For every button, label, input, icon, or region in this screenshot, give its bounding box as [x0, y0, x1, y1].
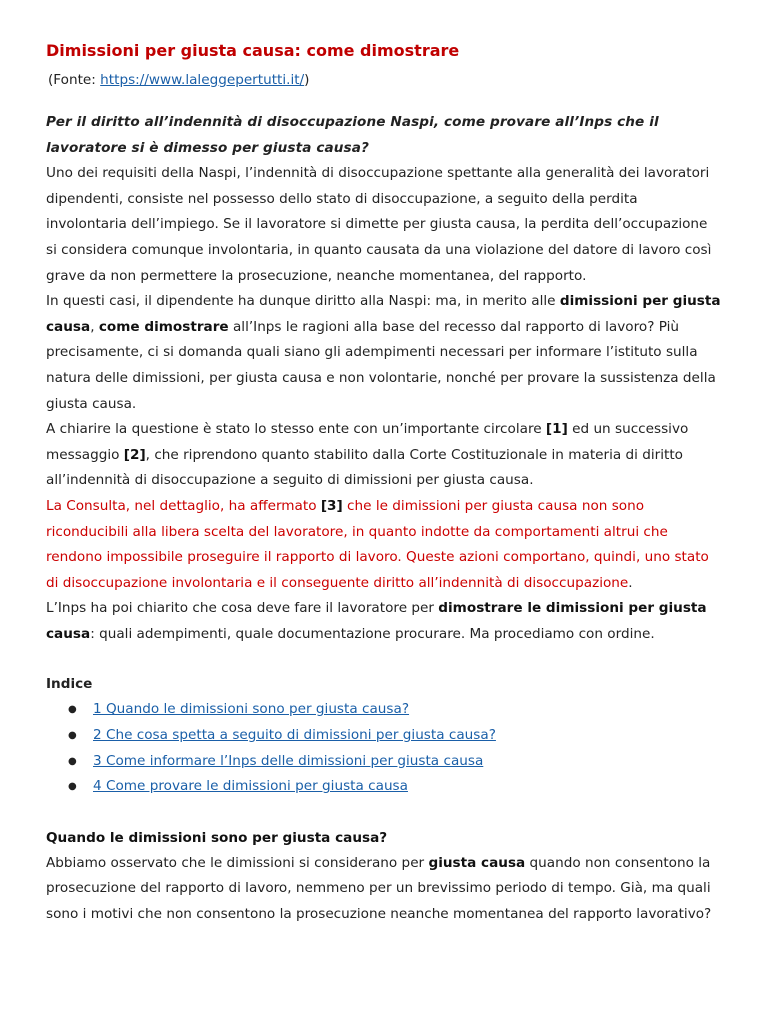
paragraph-3: A chiarire la questione è stato lo stesso ente con un’importante circolare [1] ed un successivo messaggio [2], che riprendono quanto stabilito dalla Corte Costituzionale in materia di diritto all’indennità di disoccupazione a seguito di dimissioni per giusta causa.: [46, 421, 689, 489]
footnote-ref-1[interactable]: [1]: [545, 421, 568, 438]
index-title: Indice: [46, 676, 93, 693]
bullet-icon: ●: [68, 704, 77, 716]
page-title: Dimissioni per giusta causa: come dimostrare: [46, 41, 460, 60]
bold-dimissioni-giusta-causa: dimissioni per giusta causa: [46, 293, 721, 335]
paragraph-4: La Consulta, nel dettaglio, ha affermato [3] che le dimissioni per giusta causa non sono riconducibili alla libera scelta del lavoratore, in quanto indotte da comportamenti altrui che rendono impossibile proseguire il rapporto di lavoro. Queste azioni comportano, quindi, uno stato di disoccupazione involontaria e il conseguente diritto all’indennità di disoccupazione.: [46, 497, 709, 591]
section-paragraph: Abbiamo osservato che le dimissioni si considerano per giusta causa quando non consentono la prosecuzione del rapporto di lavoro, nemmeno per un brevissimo periodo di tempo. Già, ma quali sono i motivi che non consentono la prosecuzione neanche momentanea del rapporto lavorativo?: [46, 854, 712, 923]
bold-come-dimostrare: come dimostrare: [98, 318, 229, 335]
paragraph-5: L’Inps ha poi chiarito che cosa deve fare il lavoratore per dimostrare le dimissioni per giusta causa: quali adempimenti, quale documentazione procurare. Ma procediamo con ordine.: [46, 600, 707, 642]
source-suffix: ): [304, 72, 310, 88]
toc-link-1[interactable]: 1 Quando le dimissioni sono per giusta causa?: [93, 701, 410, 718]
toc-item: [68, 697, 722, 723]
paragraph-1: Uno dei requisiti della Naspi, l’indennità di disoccupazione spettante alla generalità dei lavoratori dipendenti, consiste nel possesso dello stato di disoccupazione, a seguito della perdita involontaria dell’impiego. Se il lavoratore si dimette per giusta causa, la perdita dell’occupazione si considera comunque involontaria, in quanto causata da una violazione del datore di lavoro così grave da non permettere la prosecuzione, neanche momentanea, del rapporto.: [46, 165, 712, 284]
toc-item: [68, 723, 722, 749]
source-line: [48, 68, 722, 93]
bold-dimostrare: dimostrare le dimissioni per giusta causa: [46, 600, 707, 642]
bold-giusta-causa: giusta causa: [428, 854, 526, 871]
bullet-icon: ●: [68, 781, 77, 793]
bullet-icon: ●: [68, 755, 77, 767]
section-title: Quando le dimissioni sono per giusta causa?: [46, 829, 388, 846]
table-of-contents: [46, 697, 722, 799]
source-link[interactable]: https://www.laleggepertutti.it/: [100, 72, 305, 88]
toc-link-4[interactable]: 4 Come provare le dimissioni per giusta causa: [93, 778, 408, 795]
toc-link-3[interactable]: 3 Come informare l’Inps delle dimissioni per giusta causa: [93, 752, 484, 769]
toc-item: [68, 774, 722, 800]
intro-question: Per il diritto all’indennità di disoccupazione Naspi, come provare all’Inps che il lavoratore si è dimesso per giusta causa?: [46, 114, 659, 156]
toc-link-2[interactable]: 2 Che cosa spetta a seguito di dimissioni per giusta causa?: [93, 727, 496, 744]
toc-item: [68, 749, 722, 775]
source-prefix: (Fonte:: [48, 72, 101, 88]
bullet-icon: ●: [68, 730, 77, 742]
footnote-ref-2[interactable]: [2]: [123, 446, 146, 463]
paragraph-2: In questi casi, il dipendente ha dunque diritto alla Naspi: ma, in merito alle dimissioni per giusta causa, come dimostrare all’Inps le ragioni alla base del recesso dal rapporto di lavoro? Più precisamente, ci si domanda quali siano gli adempimenti necessari per informare l’istituto sulla natura delle dimissioni, per giusta causa e non volontarie, nonché per provare la sussistenza della giusta causa.: [46, 293, 721, 412]
footnote-ref-3[interactable]: [3]: [320, 497, 343, 514]
